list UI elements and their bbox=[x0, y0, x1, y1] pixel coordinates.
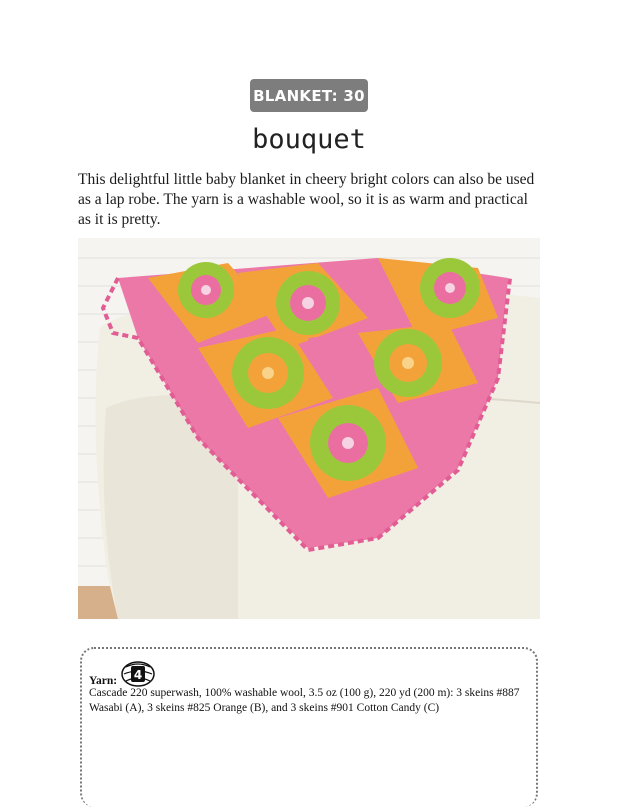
yarn-label: Yarn: bbox=[89, 675, 118, 687]
blanket-photo-illustration bbox=[78, 238, 540, 619]
yarn-description: Cascade 220 superwash, 100% washable wool, 3.5 oz (100 g), 220 yd (200 m): 3 skeins #887 Wasabi (A), 3 skeins #825 Orange (B), and 3 skeins #901 Cotton Candy (C) bbox=[89, 687, 520, 714]
yarn-heading bbox=[89, 661, 155, 687]
yarn-weight-number: 4 bbox=[133, 668, 143, 682]
intro-paragraph: This delightful little baby blanket in cheery bright colors can also be used as a lap robe. The yarn is a washable wool, so it is as warm and practical as it is pretty. bbox=[78, 171, 535, 228]
blanket-photo bbox=[78, 238, 540, 619]
yarn-weight-4-icon bbox=[121, 661, 155, 687]
page-title: bouquet bbox=[252, 124, 366, 155]
category-badge: BLANKET: 30 bbox=[250, 79, 368, 112]
